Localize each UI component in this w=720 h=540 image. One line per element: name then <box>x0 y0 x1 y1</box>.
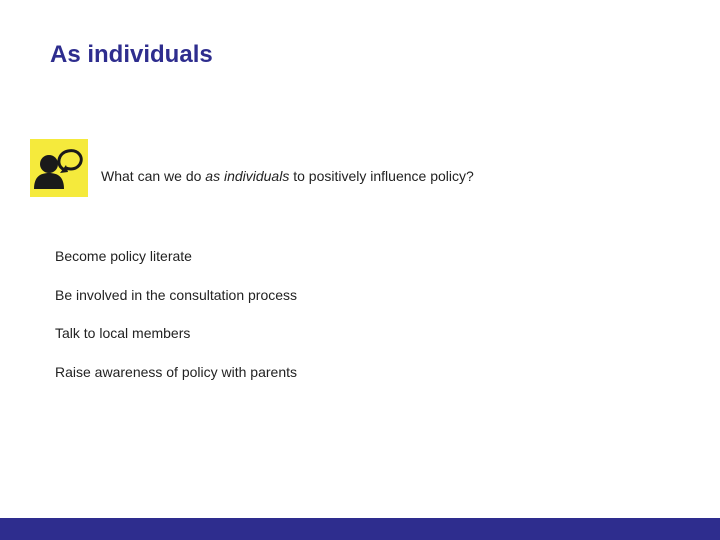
question-text <box>101 166 474 186</box>
list-item: Become policy literate <box>55 248 192 264</box>
question-prefix: What can we do <box>101 168 206 184</box>
person-speaking-icon <box>30 139 88 197</box>
slide-title: As individuals <box>50 41 213 68</box>
list-item: Raise awareness of policy with parents <box>55 363 298 380</box>
question-emphasis: as individuals <box>205 168 290 184</box>
footer-bar <box>0 518 720 540</box>
list-item: Talk to local members <box>55 325 191 341</box>
list-item: Be involved in the consultation process <box>55 286 298 303</box>
action-list <box>55 246 297 400</box>
question-suffix: to positively influence policy? <box>289 168 474 184</box>
